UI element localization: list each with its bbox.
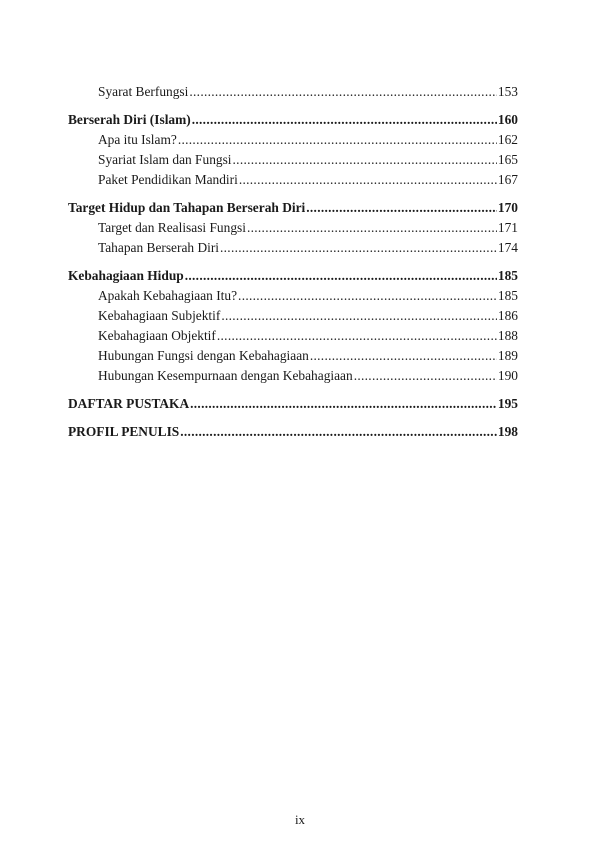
toc-entry-title: Tahapan Berserah Diri	[98, 240, 220, 255]
toc-entry-paket-pendidikan[interactable]	[68, 170, 518, 190]
toc-entry-page: 198	[497, 424, 518, 439]
toc-entry-hubungan-kesempurnaan[interactable]	[68, 366, 518, 386]
toc-entry-page: 189	[497, 348, 518, 363]
toc-leader-dots	[233, 150, 497, 170]
toc-entry-page: 190	[497, 368, 518, 383]
toc-entry-kebahagiaan-objektif[interactable]	[68, 326, 518, 346]
toc-leader-dots	[221, 306, 497, 326]
toc-leader-dots	[354, 366, 497, 386]
toc-entry-page: 170	[497, 200, 518, 215]
toc-entry-page: 186	[497, 308, 518, 323]
page-number: ix	[294, 812, 306, 827]
toc-entry-title: Syarat Berfungsi	[98, 84, 189, 99]
toc-entry-page: 195	[497, 396, 518, 411]
table-of-contents	[68, 82, 518, 442]
toc-entry-title: Target dan Realisasi Fungsi	[98, 220, 246, 235]
toc-entry-title: DAFTAR PUSTAKA	[68, 396, 190, 411]
toc-entry-title: Target Hidup dan Tahapan Berserah Diri	[68, 200, 306, 215]
toc-entry-page: 171	[497, 220, 518, 235]
toc-leader-dots	[247, 218, 497, 238]
toc-entry-title: Hubungan Kesempurnaan dengan Kebahagiaan	[98, 368, 353, 383]
toc-leader-dots	[190, 394, 497, 414]
toc-entry-page: 174	[497, 240, 518, 255]
toc-entry-title: Paket Pendidikan Mandiri	[98, 172, 238, 187]
toc-leader-dots	[189, 82, 497, 102]
toc-entry-title: PROFIL PENULIS	[68, 424, 180, 439]
toc-entry-syariat-islam[interactable]	[68, 150, 518, 170]
toc-entry-title: Syariat Islam dan Fungsi	[98, 152, 232, 167]
toc-leader-dots	[239, 170, 497, 190]
toc-leader-dots	[217, 326, 497, 346]
toc-entry-page: 185	[497, 268, 518, 283]
toc-entry-syarat-berfungsi[interactable]	[68, 82, 518, 102]
toc-entry-apakah-kebahagiaan[interactable]	[68, 286, 518, 306]
toc-leader-dots	[306, 198, 497, 218]
toc-entry-kebahagiaan-hidup[interactable]	[68, 266, 518, 286]
toc-entry-title: Berserah Diri (Islam)	[68, 112, 191, 127]
toc-leader-dots	[238, 286, 497, 306]
toc-leader-dots	[178, 130, 497, 150]
toc-entry-tahapan-berserah[interactable]	[68, 238, 518, 258]
toc-entry-page: 167	[497, 172, 518, 187]
toc-entry-target-hidup[interactable]	[68, 198, 518, 218]
toc-entry-profil-penulis[interactable]	[68, 422, 518, 442]
toc-entry-page: 153	[497, 84, 518, 99]
toc-leader-dots	[185, 266, 497, 286]
toc-entry-target-realisasi[interactable]	[68, 218, 518, 238]
toc-leader-dots	[192, 110, 497, 130]
toc-entry-daftar-pustaka[interactable]	[68, 394, 518, 414]
toc-entry-title: Kebahagiaan Hidup	[68, 268, 184, 283]
toc-leader-dots	[310, 346, 497, 366]
toc-entry-hubungan-fungsi[interactable]	[68, 346, 518, 366]
toc-entry-title: Apa itu Islam?	[98, 132, 177, 147]
toc-entry-page: 188	[497, 328, 518, 343]
toc-entry-page: 162	[497, 132, 518, 147]
toc-leader-dots	[220, 238, 497, 258]
toc-entry-kebahagiaan-subjektif[interactable]	[68, 306, 518, 326]
toc-entry-title: Kebahagiaan Objektif	[98, 328, 216, 343]
toc-leader-dots	[180, 422, 497, 442]
toc-entry-berserah-diri[interactable]	[68, 110, 518, 130]
toc-entry-title: Apakah Kebahagiaan Itu?	[98, 288, 238, 303]
toc-entry-page: 185	[497, 288, 518, 303]
toc-entry-page: 165	[497, 152, 518, 167]
toc-entry-apa-itu-islam[interactable]	[68, 130, 518, 150]
toc-entry-page: 160	[497, 112, 518, 127]
toc-entry-title: Kebahagiaan Subjektif	[98, 308, 221, 323]
toc-entry-title: Hubungan Fungsi dengan Kebahagiaan	[98, 348, 309, 363]
